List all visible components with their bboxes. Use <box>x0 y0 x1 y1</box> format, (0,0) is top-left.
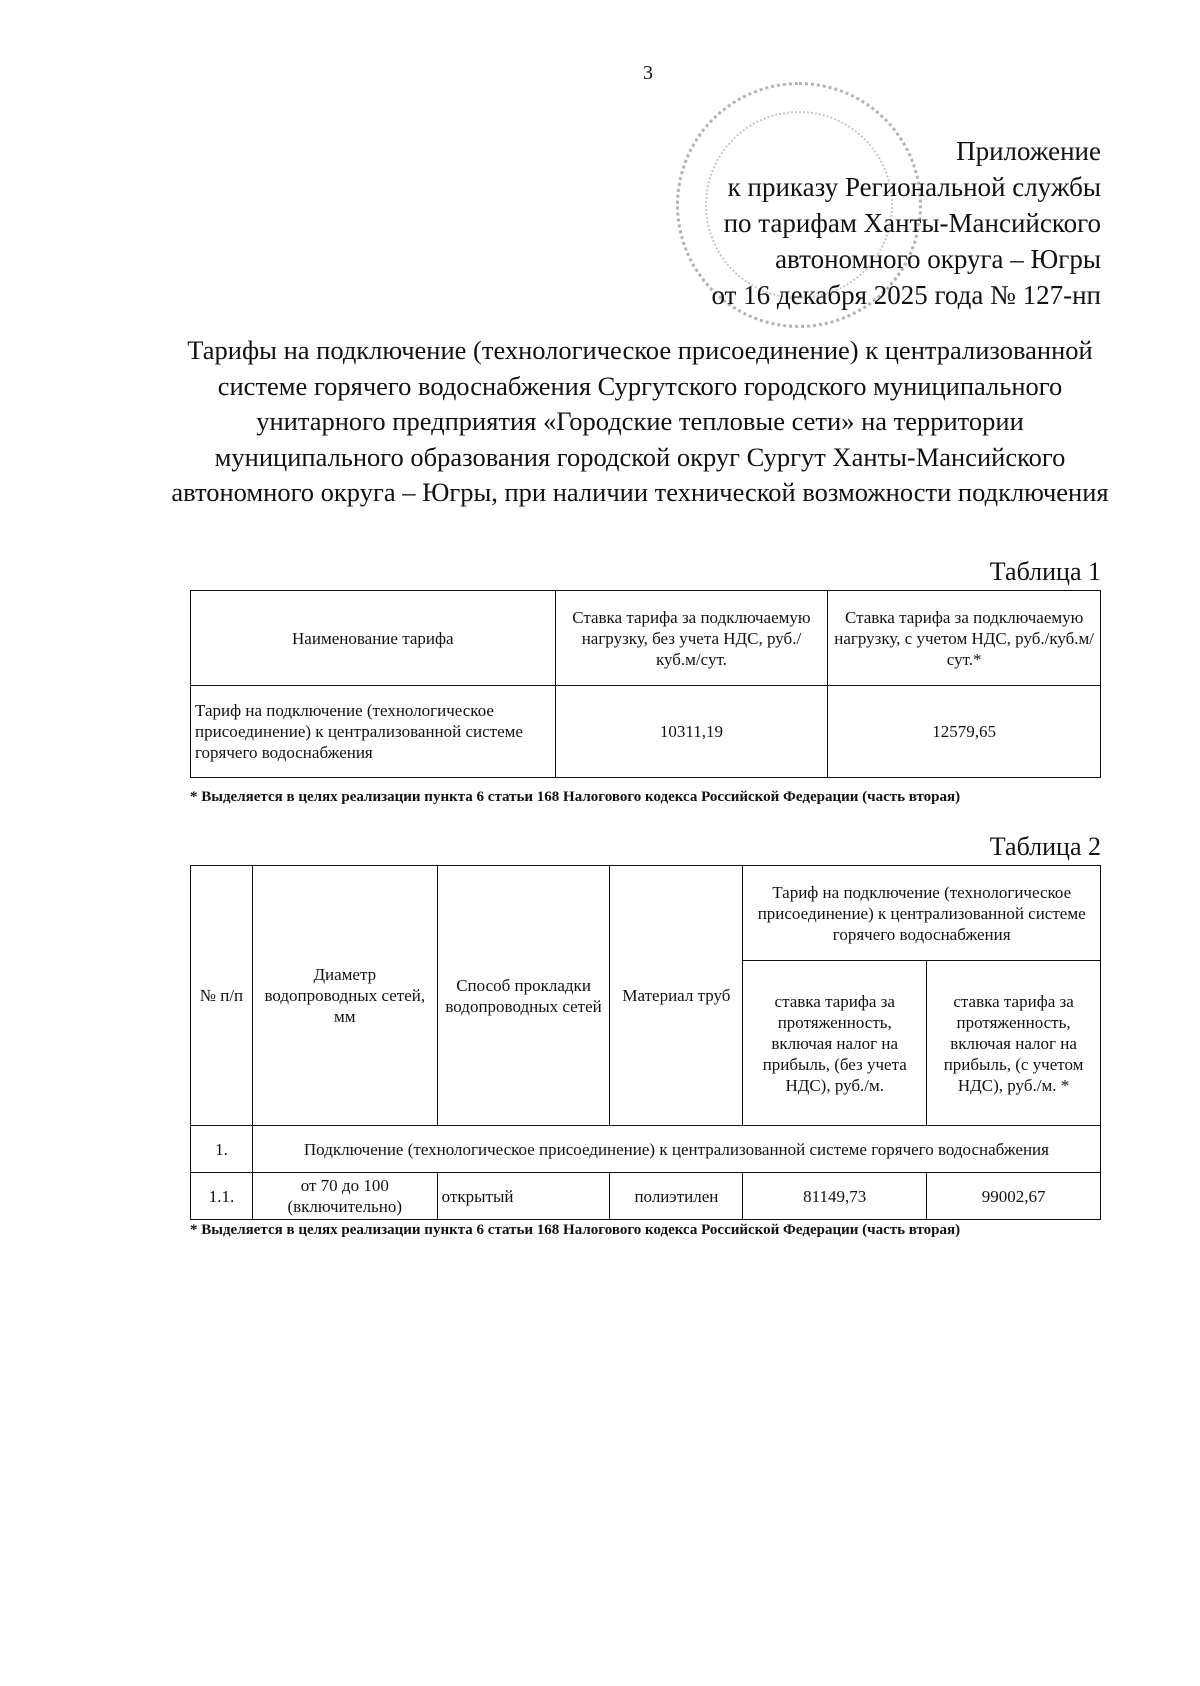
table2-header-num: № п/п <box>191 866 253 1126</box>
table1-header-without-vat: Ставка тарифа за подключаемую нагрузку, без учета НДС, руб./куб.м/сут. <box>555 591 828 686</box>
table2-header-rate-without-vat: ставка тарифа за протяженность, включая налог на прибыль, (без учета НДС), руб./м. <box>743 961 927 1126</box>
table2-header-material: Материал труб <box>610 866 743 1126</box>
table1-header-name: Наименование тарифа <box>191 591 556 686</box>
table2-footnote: * Выделяется в целях реализации пункта 6 статьи 168 Налогового кодекса Российской Федерации (часть вторая) <box>190 1222 961 1238</box>
appendix-line: от 16 декабря 2025 года № 127-нп <box>711 280 1101 310</box>
table2-section-num: 1. <box>191 1126 253 1173</box>
table1-cell-without-vat: 10311,19 <box>555 686 828 778</box>
table1-cell-with-vat: 12579,65 <box>828 686 1101 778</box>
table2-cell-rate-with-vat: 99002,67 <box>927 1173 1101 1220</box>
appendix-line: по тарифам Ханты-Мансийского <box>723 208 1101 238</box>
table2-cell-method: открытый <box>437 1173 610 1220</box>
table2 <box>190 865 1101 1220</box>
table1-cell-name: Тариф на подключение (технологическое присоединение) к централизованной системе горячего водоснабжения <box>191 686 556 778</box>
table2-header-tariff-group: Тариф на подключение (технологическое присоединение) к централизованной системе горячего водоснабжения <box>743 866 1101 961</box>
table2-header-diameter: Диаметр водопроводных сетей, мм <box>252 866 437 1126</box>
table1-footnote: * Выделяется в целях реализации пункта 6 статьи 168 Налогового кодекса Российской Федерации (часть вторая) <box>190 789 961 805</box>
table1-header-row <box>191 591 1101 686</box>
table2-header-row <box>191 866 1101 961</box>
document-title: Тарифы на подключение (технологическое присоединение) к централизованной системе горячего водоснабжения Сургутского городского муниципального унитарного предприятия «Городские тепловые сети» на территории муниципального образования городской округ Сургут Ханты-Мансийского автономного округа – Югры, при наличии технической возможности подключения <box>171 335 1109 507</box>
table2-section-row <box>191 1126 1101 1173</box>
page-number: 3 <box>643 62 653 84</box>
appendix-line: Приложение <box>956 136 1101 166</box>
table2-cell-material: полиэтилен <box>610 1173 743 1220</box>
appendix-block <box>581 133 1101 313</box>
table2-caption: Таблица 2 <box>989 832 1101 861</box>
table1 <box>190 590 1101 778</box>
table-row <box>191 1173 1101 1220</box>
appendix-line: к приказу Региональной службы <box>727 172 1101 202</box>
table1-caption: Таблица 1 <box>989 557 1101 586</box>
table2-header-rate-with-vat: ставка тарифа за протяженность, включая налог на прибыль, (с учетом НДС), руб./м. * <box>927 961 1101 1126</box>
table2-header-method: Способ прокладки водопроводных сетей <box>437 866 610 1126</box>
table-row <box>191 686 1101 778</box>
table2-section-label: Подключение (технологическое присоединение) к централизованной системе горячего водоснабжения <box>252 1126 1100 1173</box>
table2-cell-rate-without-vat: 81149,73 <box>743 1173 927 1220</box>
table2-cell-num: 1.1. <box>191 1173 253 1220</box>
table2-cell-diameter: от 70 до 100 (включительно) <box>252 1173 437 1220</box>
table1-header-with-vat: Ставка тарифа за подключаемую нагрузку, с учетом НДС, руб./куб.м/сут.* <box>828 591 1101 686</box>
appendix-line: автономного округа – Югры <box>775 244 1101 274</box>
